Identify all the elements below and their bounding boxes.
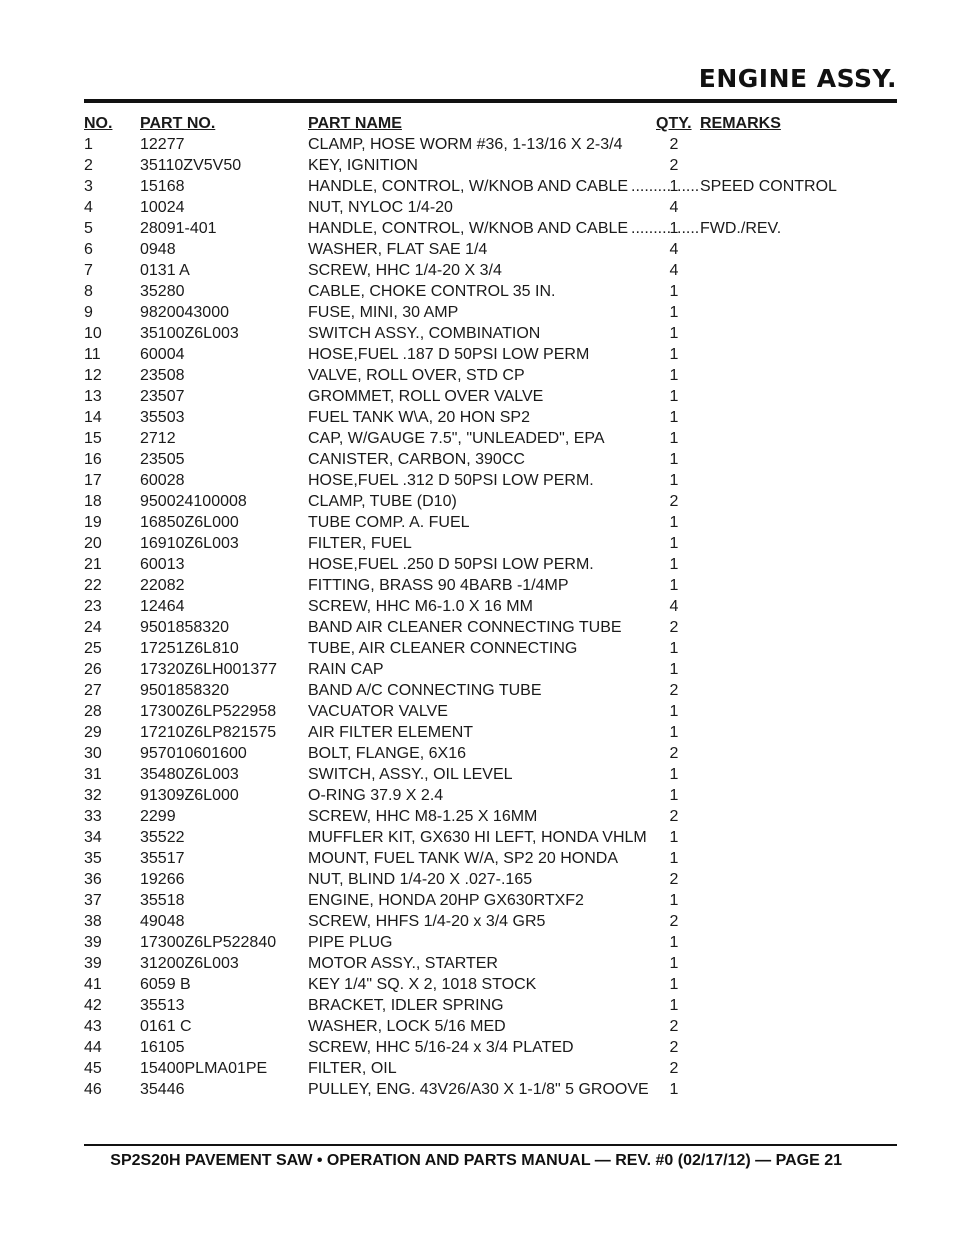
dot-leader: ......... bbox=[631, 178, 672, 195]
table-row bbox=[84, 764, 844, 785]
part-name: FITTING, BRASS 90 4BARB -1/4MP bbox=[308, 577, 569, 594]
part-number-index: 5 bbox=[84, 220, 93, 237]
part-number-index: 17 bbox=[84, 472, 102, 489]
col-header-part-no: PART NO. bbox=[140, 115, 216, 132]
part-qty: 1 bbox=[669, 703, 679, 720]
part-number: 19266 bbox=[140, 871, 185, 888]
part-number-index: 38 bbox=[84, 913, 102, 930]
part-qty: 2 bbox=[669, 619, 679, 636]
table-row bbox=[84, 953, 844, 974]
part-name: FUSE, MINI, 30 AMP bbox=[308, 304, 459, 321]
part-number: 35503 bbox=[140, 409, 185, 426]
table-row bbox=[84, 932, 844, 953]
part-name: HANDLE, CONTROL, W/KNOB AND CABLE bbox=[308, 178, 629, 195]
part-number-index: 21 bbox=[84, 556, 102, 573]
part-qty: 2 bbox=[669, 682, 679, 699]
table-row bbox=[84, 197, 844, 218]
part-number: 15168 bbox=[140, 178, 185, 195]
part-qty: 2 bbox=[669, 808, 679, 825]
part-number: 60004 bbox=[140, 346, 185, 363]
part-number: 16850Z6L000 bbox=[140, 514, 239, 531]
part-number: 23508 bbox=[140, 367, 185, 384]
part-qty: 1 bbox=[669, 556, 679, 573]
part-name: MOUNT, FUEL TANK W/A, SP2 20 HONDA bbox=[308, 850, 618, 867]
part-name: RAIN CAP bbox=[308, 661, 384, 678]
part-name: SCREW, HHFS 1/4-20 x 3/4 GR5 bbox=[308, 913, 546, 930]
col-header-part-name: PART NAME bbox=[308, 115, 402, 132]
table-row bbox=[84, 554, 844, 575]
part-qty: 1 bbox=[669, 661, 679, 678]
table-row bbox=[84, 974, 844, 995]
part-name: VACUATOR VALVE bbox=[308, 703, 448, 720]
title-rule bbox=[84, 99, 897, 103]
part-name: FUEL TANK W\A, 20 HON SP2 bbox=[308, 409, 530, 426]
table-row bbox=[84, 470, 844, 491]
table-row bbox=[84, 449, 844, 470]
part-remarks: SPEED CONTROL bbox=[700, 178, 837, 195]
part-number: 12464 bbox=[140, 598, 185, 615]
part-number: 60013 bbox=[140, 556, 185, 573]
table-row bbox=[84, 281, 844, 302]
part-number: 17210Z6LP821575 bbox=[140, 724, 277, 741]
part-qty: 2 bbox=[669, 1039, 679, 1056]
part-name: TUBE, AIR CLEANER CONNECTING bbox=[308, 640, 578, 657]
part-name: SWITCH ASSY., COMBINATION bbox=[308, 325, 541, 342]
part-number: 91309Z6L000 bbox=[140, 787, 239, 804]
table-row bbox=[84, 1037, 844, 1058]
part-number-index: 16 bbox=[84, 451, 102, 468]
part-name: HOSE,FUEL .312 D 50PSI LOW PERM. bbox=[308, 472, 594, 489]
part-name: BAND A/C CONNECTING TUBE bbox=[308, 682, 542, 699]
part-number-index: 3 bbox=[84, 178, 93, 195]
part-qty: 1 bbox=[669, 829, 679, 846]
part-number: 2712 bbox=[140, 430, 176, 447]
part-qty: 1 bbox=[669, 409, 679, 426]
part-qty: 2 bbox=[669, 493, 679, 510]
table-row bbox=[84, 701, 844, 722]
part-qty: 1 bbox=[669, 346, 679, 363]
part-qty: 1 bbox=[669, 766, 679, 783]
part-qty: 1 bbox=[669, 976, 679, 993]
part-number-index: 46 bbox=[84, 1081, 102, 1098]
part-number: 35110ZV5V50 bbox=[140, 157, 242, 174]
part-name: FILTER, OIL bbox=[308, 1060, 397, 1077]
part-number-index: 10 bbox=[84, 325, 102, 342]
table-row bbox=[84, 1058, 844, 1079]
table-row bbox=[84, 218, 844, 239]
col-header-remarks: REMARKS bbox=[700, 115, 781, 132]
part-number-index: 2 bbox=[84, 157, 93, 174]
part-number: 0131 A bbox=[140, 262, 190, 279]
part-qty: 1 bbox=[669, 430, 679, 447]
part-number: 9501858320 bbox=[140, 619, 229, 636]
part-number-index: 26 bbox=[84, 661, 102, 678]
part-number: 23507 bbox=[140, 388, 185, 405]
part-number-index: 25 bbox=[84, 640, 102, 657]
table-row bbox=[84, 890, 844, 911]
table-row bbox=[84, 239, 844, 260]
part-number-index: 22 bbox=[84, 577, 102, 594]
part-name: BAND AIR CLEANER CONNECTING TUBE bbox=[308, 619, 622, 636]
part-number: 6059 B bbox=[140, 976, 191, 993]
part-number-index: 33 bbox=[84, 808, 102, 825]
part-number: 49048 bbox=[140, 913, 185, 930]
part-qty: 2 bbox=[669, 136, 679, 153]
table-row bbox=[84, 869, 844, 890]
part-name: CAP, W/GAUGE 7.5", "UNLEADED", EPA bbox=[308, 430, 605, 447]
table-row bbox=[84, 806, 844, 827]
part-number-index: 11 bbox=[84, 346, 101, 363]
part-number-index: 13 bbox=[84, 388, 102, 405]
part-number: 28091-401 bbox=[140, 220, 217, 237]
part-qty: 4 bbox=[669, 262, 679, 279]
part-number: 35280 bbox=[140, 283, 185, 300]
part-number: 35517 bbox=[140, 850, 185, 867]
part-name: CABLE, CHOKE CONTROL 35 IN. bbox=[308, 283, 556, 300]
part-qty: 1 bbox=[669, 472, 679, 489]
table-row bbox=[84, 155, 844, 176]
table-row bbox=[84, 638, 844, 659]
part-name: MUFFLER KIT, GX630 HI LEFT, HONDA VHLM bbox=[308, 829, 647, 846]
part-number-index: 12 bbox=[84, 367, 102, 384]
part-qty: 4 bbox=[669, 598, 679, 615]
part-number-index: 18 bbox=[84, 493, 102, 510]
part-number-index: 27 bbox=[84, 682, 102, 699]
part-qty: 2 bbox=[669, 745, 679, 762]
part-number-index: 14 bbox=[84, 409, 102, 426]
part-qty: 2 bbox=[669, 871, 679, 888]
part-qty: 1 bbox=[669, 955, 679, 972]
part-qty: 1 bbox=[669, 388, 679, 405]
part-number: 35513 bbox=[140, 997, 185, 1014]
part-number: 16910Z6L003 bbox=[140, 535, 239, 552]
part-name: HOSE,FUEL .187 D 50PSI LOW PERM bbox=[308, 346, 590, 363]
part-name: VALVE, ROLL OVER, STD CP bbox=[308, 367, 525, 384]
part-qty: 4 bbox=[669, 241, 679, 258]
part-number: 0161 C bbox=[140, 1018, 192, 1035]
part-number-index: 8 bbox=[84, 283, 93, 300]
part-name: SCREW, HHC M6-1.0 X 16 MM bbox=[308, 598, 533, 615]
table-row bbox=[84, 134, 844, 155]
part-number: 12277 bbox=[140, 136, 185, 153]
part-qty: 1 bbox=[669, 1081, 679, 1098]
part-number: 35100Z6L003 bbox=[140, 325, 239, 342]
table-row bbox=[84, 491, 844, 512]
part-qty: 1 bbox=[669, 892, 679, 909]
part-number-index: 39 bbox=[84, 934, 102, 951]
part-number: 22082 bbox=[140, 577, 185, 594]
table-body bbox=[84, 134, 844, 1100]
table-row bbox=[84, 344, 844, 365]
part-number-index: 29 bbox=[84, 724, 102, 741]
part-number: 35446 bbox=[140, 1081, 185, 1098]
table-row bbox=[84, 722, 844, 743]
footer-rule bbox=[84, 1144, 897, 1146]
part-number: 17300Z6LP522958 bbox=[140, 703, 277, 720]
part-name: FILTER, FUEL bbox=[308, 535, 412, 552]
part-number: 10024 bbox=[140, 199, 185, 216]
table-row bbox=[84, 365, 844, 386]
table-row bbox=[84, 176, 844, 197]
part-qty: 1 bbox=[669, 451, 679, 468]
part-qty: 2 bbox=[669, 157, 679, 174]
part-name: O-RING 37.9 X 2.4 bbox=[308, 787, 444, 804]
table-row bbox=[84, 512, 844, 533]
part-name: TUBE COMP. A. FUEL bbox=[308, 514, 470, 531]
part-qty: 1 bbox=[669, 577, 679, 594]
table-row bbox=[84, 323, 844, 344]
part-name: CLAMP, HOSE WORM #36, 1-13/16 X 2-3/4 bbox=[308, 136, 623, 153]
table-row bbox=[84, 995, 844, 1016]
part-qty: 1 bbox=[669, 220, 679, 237]
part-qty: 1 bbox=[669, 304, 679, 321]
part-name: BRACKET, IDLER SPRING bbox=[308, 997, 504, 1014]
part-qty: 4 bbox=[669, 199, 679, 216]
part-name: HANDLE, CONTROL, W/KNOB AND CABLE bbox=[308, 220, 629, 237]
part-name: HOSE,FUEL .250 D 50PSI LOW PERM. bbox=[308, 556, 594, 573]
part-name: CANISTER, CARBON, 390CC bbox=[308, 451, 525, 468]
part-qty: 1 bbox=[669, 640, 679, 657]
part-number-index: 41 bbox=[84, 976, 102, 993]
part-number-index: 23 bbox=[84, 598, 102, 615]
part-number-index: 30 bbox=[84, 745, 102, 762]
part-number-index: 1 bbox=[84, 136, 93, 153]
part-name: PIPE PLUG bbox=[308, 934, 393, 951]
table-row bbox=[84, 596, 844, 617]
part-remarks: FWD./REV. bbox=[700, 220, 782, 237]
part-number: 0948 bbox=[140, 241, 176, 258]
table-row bbox=[84, 260, 844, 281]
part-number-index: 42 bbox=[84, 997, 102, 1014]
part-name: GROMMET, ROLL OVER VALVE bbox=[308, 388, 544, 405]
part-number-index: 32 bbox=[84, 787, 102, 804]
part-name: WASHER, FLAT SAE 1/4 bbox=[308, 241, 488, 258]
part-qty: 1 bbox=[669, 850, 679, 867]
table-row bbox=[84, 407, 844, 428]
part-number: 950024100008 bbox=[140, 493, 247, 510]
part-qty: 2 bbox=[669, 1018, 679, 1035]
part-number: 23505 bbox=[140, 451, 185, 468]
part-name: BOLT, FLANGE, 6X16 bbox=[308, 745, 466, 762]
part-qty: 1 bbox=[669, 997, 679, 1014]
part-number: 15400PLMA01PE bbox=[140, 1060, 268, 1077]
table-row bbox=[84, 911, 844, 932]
part-number: 35522 bbox=[140, 829, 185, 846]
part-number: 2299 bbox=[140, 808, 176, 825]
table-row bbox=[84, 659, 844, 680]
part-number: 17320Z6LH001377 bbox=[140, 661, 278, 678]
part-number-index: 39 bbox=[84, 955, 102, 972]
table-row bbox=[84, 785, 844, 806]
table-header bbox=[84, 113, 844, 134]
col-header-no: NO. bbox=[84, 115, 113, 132]
part-number-index: 9 bbox=[84, 304, 93, 321]
table-row bbox=[84, 302, 844, 323]
part-name: SWITCH, ASSY., OIL LEVEL bbox=[308, 766, 513, 783]
part-number-index: 44 bbox=[84, 1039, 102, 1056]
part-name: MOTOR ASSY., STARTER bbox=[308, 955, 498, 972]
part-number-index: 15 bbox=[84, 430, 102, 447]
part-name: PULLEY, ENG. 43V26/A30 X 1-1/8" 5 GROOVE bbox=[308, 1081, 649, 1098]
page-title: ENGINE ASSY. bbox=[698, 64, 897, 93]
part-number: 35480Z6L003 bbox=[140, 766, 239, 783]
part-qty: 1 bbox=[669, 283, 679, 300]
part-qty: 2 bbox=[669, 913, 679, 930]
col-header-qty: QTY. bbox=[656, 115, 692, 132]
table-row bbox=[84, 1016, 844, 1037]
part-name: KEY 1/4" SQ. X 2, 1018 STOCK bbox=[308, 976, 537, 993]
part-name: NUT, NYLOC 1/4-20 bbox=[308, 199, 453, 216]
table-row bbox=[84, 848, 844, 869]
part-qty: 1 bbox=[669, 535, 679, 552]
part-number-index: 19 bbox=[84, 514, 102, 531]
part-number-index: 37 bbox=[84, 892, 102, 909]
table-row bbox=[84, 680, 844, 701]
part-number: 16105 bbox=[140, 1039, 185, 1056]
part-number-index: 35 bbox=[84, 850, 102, 867]
part-number-index: 36 bbox=[84, 871, 102, 888]
part-qty: 1 bbox=[669, 724, 679, 741]
table-row bbox=[84, 386, 844, 407]
part-qty: 1 bbox=[669, 514, 679, 531]
part-number: 9820043000 bbox=[140, 304, 229, 321]
part-name: CLAMP, TUBE (D10) bbox=[308, 493, 457, 510]
part-number: 9501858320 bbox=[140, 682, 229, 699]
table-row bbox=[84, 1079, 844, 1100]
part-number: 35518 bbox=[140, 892, 185, 909]
part-qty: 2 bbox=[669, 1060, 679, 1077]
part-number: 31200Z6L003 bbox=[140, 955, 239, 972]
part-name: SCREW, HHC M8-1.25 X 16MM bbox=[308, 808, 538, 825]
part-qty: 1 bbox=[669, 934, 679, 951]
part-name: AIR FILTER ELEMENT bbox=[308, 724, 474, 741]
dot-leader: ......... bbox=[631, 220, 672, 237]
part-name: SCREW, HHC 1/4-20 X 3/4 bbox=[308, 262, 502, 279]
table-row bbox=[84, 827, 844, 848]
part-qty: 1 bbox=[669, 787, 679, 804]
part-number-index: 4 bbox=[84, 199, 93, 216]
part-number-index: 7 bbox=[84, 262, 93, 279]
parts-table bbox=[84, 113, 844, 1100]
part-name: WASHER, LOCK 5/16 MED bbox=[308, 1018, 506, 1035]
table-row bbox=[84, 428, 844, 449]
part-number: 17251Z6L810 bbox=[140, 640, 239, 657]
part-qty: 1 bbox=[669, 178, 679, 195]
table-row bbox=[84, 743, 844, 764]
part-number: 17300Z6LP522840 bbox=[140, 934, 277, 951]
part-qty: 1 bbox=[669, 325, 679, 342]
part-number-index: 28 bbox=[84, 703, 102, 720]
part-number-index: 43 bbox=[84, 1018, 102, 1035]
part-number: 957010601600 bbox=[140, 745, 247, 762]
part-number-index: 24 bbox=[84, 619, 102, 636]
part-name: ENGINE, HONDA 20HP GX630RTXF2 bbox=[308, 892, 584, 909]
footer-text: SP2S20H PAVEMENT SAW • OPERATION AND PARTS MANUAL — REV. #0 (02/17/12) — PAGE 21 bbox=[110, 1152, 842, 1169]
table-row bbox=[84, 533, 844, 554]
part-name: KEY, IGNITION bbox=[308, 157, 418, 174]
table-row bbox=[84, 617, 844, 638]
dot-leader: ..... bbox=[677, 220, 700, 237]
part-number-index: 45 bbox=[84, 1060, 102, 1077]
part-number-index: 6 bbox=[84, 241, 93, 258]
part-name: SCREW, HHC 5/16-24 x 3/4 PLATED bbox=[308, 1039, 574, 1056]
part-name: NUT, BLIND 1/4-20 X .027-.165 bbox=[308, 871, 533, 888]
part-number-index: 34 bbox=[84, 829, 102, 846]
table-row bbox=[84, 575, 844, 596]
part-number-index: 20 bbox=[84, 535, 102, 552]
dot-leader: ..... bbox=[677, 178, 700, 195]
part-qty: 1 bbox=[669, 367, 679, 384]
part-number: 60028 bbox=[140, 472, 185, 489]
part-number-index: 31 bbox=[84, 766, 102, 783]
